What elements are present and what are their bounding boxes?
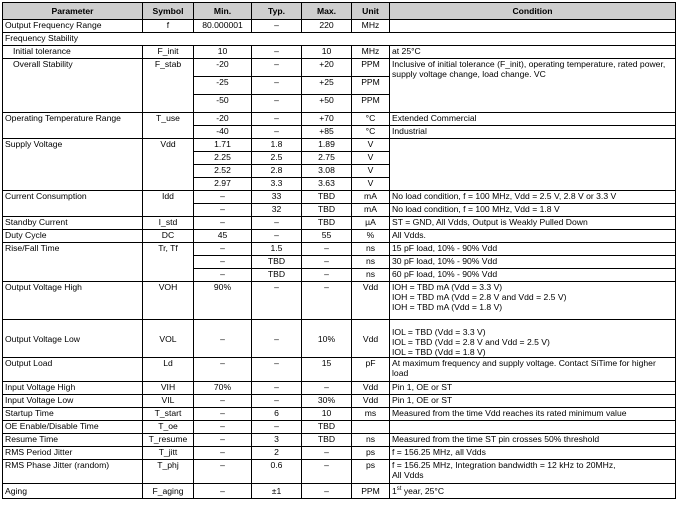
min-cell: –: [194, 269, 252, 282]
unit-cell: ns: [352, 243, 390, 256]
min-cell: –: [194, 447, 252, 460]
max-cell: TBD: [302, 191, 352, 204]
max-cell: –: [302, 256, 352, 269]
table-row: [3, 191, 676, 204]
max-cell: 3.63: [302, 178, 352, 191]
symbol-cell: DC: [143, 230, 194, 243]
param-cell: Output Load: [3, 358, 143, 382]
typ-cell: –: [252, 421, 302, 434]
max-cell: +85: [302, 126, 352, 139]
unit-cell: PPM: [352, 77, 390, 95]
min-cell: 2.52: [194, 165, 252, 178]
unit-cell: V: [352, 152, 390, 165]
unit-cell: ms: [352, 408, 390, 421]
symbol-cell: I_std: [143, 217, 194, 230]
param-cell: Output Frequency Range: [3, 20, 143, 33]
header-condition: Condition: [390, 3, 676, 20]
symbol-cell: T_phj: [143, 460, 194, 484]
table-row: [3, 395, 676, 408]
header-min: Min.: [194, 3, 252, 20]
min-cell: –: [194, 243, 252, 256]
typ-cell: –: [252, 77, 302, 95]
condition-cell: [390, 421, 676, 434]
min-cell: 2.97: [194, 178, 252, 191]
param-cell: Duty Cycle: [3, 230, 143, 243]
max-cell: –: [302, 269, 352, 282]
min-cell: –: [194, 320, 252, 358]
condition-text: Pin 1, OE or: [392, 382, 442, 392]
table-row: [3, 447, 676, 460]
unit-cell: [352, 421, 390, 434]
min-cell: –: [194, 204, 252, 217]
unit-cell: °C: [352, 113, 390, 126]
min-cell: -25: [194, 77, 252, 95]
condition-cell: No load condition, f = 100 MHz, Vdd = 1.8 V: [390, 204, 676, 217]
typ-cell: 3: [252, 434, 302, 447]
condition-line: All Vdds: [392, 470, 424, 480]
symbol-cell: F_stab: [143, 59, 194, 113]
typ-cell: –: [252, 95, 302, 113]
min-cell: –: [194, 460, 252, 484]
min-cell: 45: [194, 230, 252, 243]
header-max: Max.: [302, 3, 352, 20]
electrical-characteristics-table: [2, 2, 676, 499]
condition-cell: [390, 20, 676, 33]
symbol-cell: VOH: [143, 282, 194, 320]
condition-cell: Extended Commercial: [390, 113, 676, 126]
condition-text: year, 25°C: [401, 486, 445, 496]
min-cell: –: [194, 256, 252, 269]
typ-cell: 1.8: [252, 139, 302, 152]
max-cell: TBD: [302, 217, 352, 230]
condition-cell: at 25°C: [390, 46, 676, 59]
unit-cell: mA: [352, 204, 390, 217]
table-row: [3, 243, 676, 256]
condition-cell: Measured from the time Vdd reaches its rated minimum value: [390, 408, 676, 421]
condition-cell: 60 pF load, 10% - 90% Vdd: [390, 269, 676, 282]
min-cell: –: [194, 484, 252, 499]
min-cell: –: [194, 421, 252, 434]
max-cell: –: [302, 282, 352, 320]
max-cell: TBD: [302, 204, 352, 217]
unit-cell: V: [352, 178, 390, 191]
max-cell: 2.75: [302, 152, 352, 165]
condition-cell: [390, 320, 676, 358]
typ-cell: 32: [252, 204, 302, 217]
min-cell: 10: [194, 46, 252, 59]
unit-cell: mA: [352, 191, 390, 204]
table-row: [3, 46, 676, 59]
condition-cell: [390, 139, 676, 191]
condition-cell: [390, 484, 676, 499]
symbol-cell: Idd: [143, 191, 194, 217]
param-cell: Initial tolerance: [3, 46, 143, 59]
unit-cell: ns: [352, 256, 390, 269]
param-cell: Rise/Fall Time: [3, 243, 143, 282]
max-cell: 3.08: [302, 165, 352, 178]
min-cell: 70%: [194, 382, 252, 395]
unit-cell: PPM: [352, 59, 390, 77]
condition-line: IOL = TBD (Vdd = 2.8 V and Vdd = 2.5 V): [392, 337, 550, 347]
param-cell: Startup Time: [3, 408, 143, 421]
symbol-cell: F_init: [143, 46, 194, 59]
typ-cell: ±1: [252, 484, 302, 499]
header-typ: Typ.: [252, 3, 302, 20]
condition-cell: [390, 460, 676, 484]
condition-cell: All Vdds.: [390, 230, 676, 243]
section-label: Frequency Stability: [3, 33, 676, 46]
symbol-cell: Tr, Tf: [143, 243, 194, 282]
unit-cell: ps: [352, 460, 390, 484]
condition-cell: [390, 382, 676, 395]
table-row: [3, 408, 676, 421]
typ-cell: 0.6: [252, 460, 302, 484]
condition-cell: f = 156.25 MHz, all Vdds: [390, 447, 676, 460]
typ-cell: 2.8: [252, 165, 302, 178]
symbol-cell: f: [143, 20, 194, 33]
ordinal-suffix: st: [396, 486, 402, 493]
unit-cell: ps: [352, 447, 390, 460]
max-cell: –: [302, 460, 352, 484]
typ-cell: –: [252, 217, 302, 230]
param-cell: Standby Current: [3, 217, 143, 230]
condition-line: IOH = TBD mA (Vdd = 1.8 V): [392, 302, 503, 312]
typ-cell: –: [252, 126, 302, 139]
table-row: [3, 113, 676, 126]
symbol-cell: F_aging: [143, 484, 194, 499]
condition-cell: Measured from the time ST pin crosses 50% threshold: [390, 434, 676, 447]
min-cell: 1.71: [194, 139, 252, 152]
symbol-cell: VIL: [143, 395, 194, 408]
condition-line: f = 156.25 MHz, Integration bandwidth = 12 kHz to 20MHz,: [392, 460, 616, 470]
symbol-cell: T_oe: [143, 421, 194, 434]
max-cell: 220: [302, 20, 352, 33]
symbol-cell: T_use: [143, 113, 194, 139]
typ-cell: –: [252, 59, 302, 77]
symbol-cell: Vdd: [143, 139, 194, 191]
param-cell: Operating Temperature Range: [3, 113, 143, 139]
unit-cell: MHz: [352, 46, 390, 59]
condition-cell: Inclusive of initial tolerance (F_init), operating temperature, rated power, supply voltage change, load change. VC: [390, 59, 676, 113]
min-cell: –: [194, 358, 252, 382]
condition-line: IOH = TBD mA (Vdd = 2.8 V and Vdd = 2.5 V): [392, 292, 567, 302]
condition-line: IOL = TBD (Vdd = 1.8 V): [392, 347, 486, 357]
typ-cell: TBD: [252, 256, 302, 269]
table-row: [3, 59, 676, 77]
unit-cell: ns: [352, 434, 390, 447]
min-cell: 80.000001: [194, 20, 252, 33]
unit-cell: °C: [352, 126, 390, 139]
max-cell: 55: [302, 230, 352, 243]
max-cell: –: [302, 243, 352, 256]
symbol-cell: Ld: [143, 358, 194, 382]
condition-line: IOH = TBD mA (Vdd = 3.3 V): [392, 282, 503, 292]
param-cell: Input Voltage High: [3, 382, 143, 395]
table-row: [3, 20, 676, 33]
max-cell: 15: [302, 358, 352, 382]
symbol-cell: T_jitt: [143, 447, 194, 460]
typ-cell: –: [252, 395, 302, 408]
section-row: [3, 33, 676, 46]
max-cell: +20: [302, 59, 352, 77]
param-cell: Resume Time: [3, 434, 143, 447]
typ-cell: 2.5: [252, 152, 302, 165]
min-cell: -20: [194, 113, 252, 126]
condition-cell: No load condition, f = 100 MHz, Vdd = 2.5 V, 2.8 V or 3.3 V: [390, 191, 676, 204]
table-row: [3, 382, 676, 395]
min-cell: -20: [194, 59, 252, 77]
max-cell: –: [302, 447, 352, 460]
table-row: [3, 358, 676, 382]
max-cell: 10: [302, 46, 352, 59]
typ-cell: 33: [252, 191, 302, 204]
condition-line: IOL = TBD (Vdd = 3.3 V): [392, 327, 486, 337]
table-row: [3, 217, 676, 230]
param-cell: RMS Phase Jitter (random): [3, 460, 143, 484]
unit-cell: ns: [352, 269, 390, 282]
max-cell: 1.89: [302, 139, 352, 152]
unit-cell: µA: [352, 217, 390, 230]
unit-cell: PPM: [352, 95, 390, 113]
unit-cell: pF: [352, 358, 390, 382]
param-cell: Aging: [3, 484, 143, 499]
header-parameter: Parameter: [3, 3, 143, 20]
table-row: [3, 460, 676, 484]
table-row: [3, 139, 676, 152]
symbol-cell: VOL: [143, 320, 194, 358]
condition-cell: Industrial: [390, 126, 676, 139]
param-cell: Input Voltage Low: [3, 395, 143, 408]
symbol-cell: VIH: [143, 382, 194, 395]
condition-cell: 30 pF load, 10% - 90% Vdd: [390, 256, 676, 269]
min-cell: 90%: [194, 282, 252, 320]
unit-cell: Vdd: [352, 320, 390, 358]
min-cell: -40: [194, 126, 252, 139]
header-row: [3, 3, 676, 20]
typ-cell: –: [252, 320, 302, 358]
max-cell: 10%: [302, 320, 352, 358]
typ-cell: –: [252, 358, 302, 382]
typ-cell: –: [252, 382, 302, 395]
table-row: [3, 320, 676, 358]
table-row: [3, 282, 676, 320]
condition-cell: ST = GND, All Vdds, Output is Weakly Pulled Down: [390, 217, 676, 230]
header-symbol: Symbol: [143, 3, 194, 20]
min-cell: –: [194, 395, 252, 408]
typ-cell: –: [252, 282, 302, 320]
typ-cell: –: [252, 46, 302, 59]
min-cell: –: [194, 217, 252, 230]
condition-cell: 15 pF load, 10% - 90% Vdd: [390, 243, 676, 256]
typ-cell: –: [252, 20, 302, 33]
table-row: [3, 230, 676, 243]
min-cell: –: [194, 191, 252, 204]
condition-cell: [390, 395, 676, 408]
st-pin-label: $\overline{ST}$: [441, 395, 453, 405]
unit-cell: Vdd: [352, 395, 390, 408]
header-unit: Unit: [352, 3, 390, 20]
max-cell: 10: [302, 408, 352, 421]
param-cell: Overall Stability: [3, 59, 143, 113]
unit-cell: Vdd: [352, 282, 390, 320]
unit-cell: V: [352, 165, 390, 178]
unit-cell: Vdd: [352, 382, 390, 395]
param-cell: OE Enable/Disable Time: [3, 421, 143, 434]
table-row: [3, 434, 676, 447]
min-cell: –: [194, 434, 252, 447]
typ-cell: 3.3: [252, 178, 302, 191]
condition-cell: [390, 282, 676, 320]
typ-cell: 6: [252, 408, 302, 421]
unit-cell: V: [352, 139, 390, 152]
max-cell: TBD: [302, 434, 352, 447]
max-cell: –: [302, 382, 352, 395]
table-row: [3, 484, 676, 499]
max-cell: +25: [302, 77, 352, 95]
param-cell: RMS Period Jitter: [3, 447, 143, 460]
typ-cell: TBD: [252, 269, 302, 282]
condition-cell: At maximum frequency and supply voltage. Contact SiTime for higher load: [390, 358, 676, 382]
max-cell: +50: [302, 95, 352, 113]
condition-text: 1: [392, 486, 397, 496]
typ-cell: 2: [252, 447, 302, 460]
max-cell: –: [302, 484, 352, 499]
condition-text: Pin 1, OE or: [392, 395, 442, 405]
param-cell: Current Consumption: [3, 191, 143, 217]
unit-cell: %: [352, 230, 390, 243]
min-cell: 2.25: [194, 152, 252, 165]
param-cell: Output Voltage High: [3, 282, 143, 320]
symbol-cell: T_resume: [143, 434, 194, 447]
min-cell: –: [194, 408, 252, 421]
symbol-cell: T_start: [143, 408, 194, 421]
typ-cell: 1.5: [252, 243, 302, 256]
unit-cell: PPM: [352, 484, 390, 499]
min-cell: -50: [194, 95, 252, 113]
st-pin-label: $\overline{ST}$: [441, 382, 453, 392]
max-cell: TBD: [302, 421, 352, 434]
typ-cell: –: [252, 113, 302, 126]
param-cell: Output Voltage Low: [3, 320, 143, 358]
unit-cell: MHz: [352, 20, 390, 33]
max-cell: 30%: [302, 395, 352, 408]
typ-cell: –: [252, 230, 302, 243]
max-cell: +70: [302, 113, 352, 126]
table-row: [3, 421, 676, 434]
param-cell: Supply Voltage: [3, 139, 143, 191]
